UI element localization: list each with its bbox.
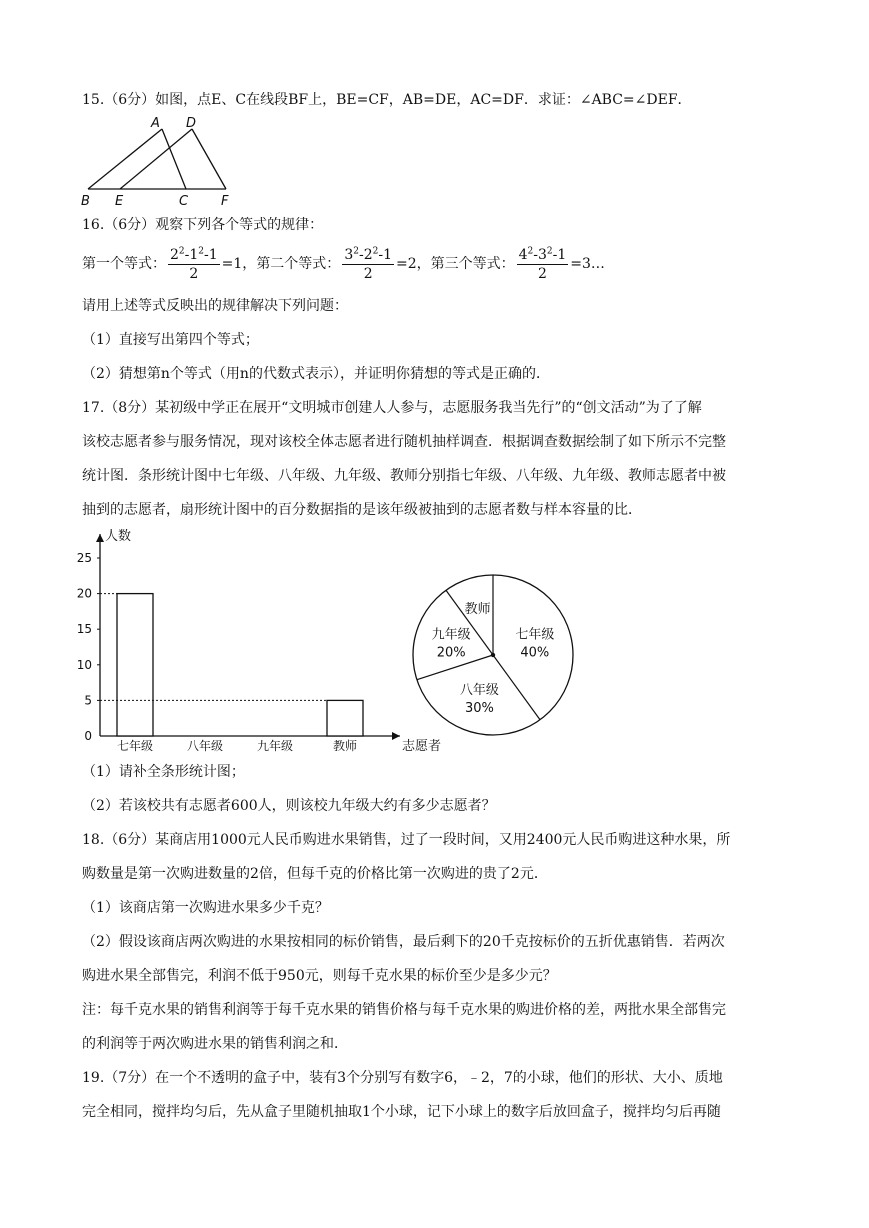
bar-chart [70, 522, 442, 754]
q17-line1: 17.（8分）某初级中学正在展开“文明城市创建人人参与，志愿服务我当先行”的“创文活动”为了了解 [82, 400, 702, 416]
eq2-result: =2， [395, 256, 431, 272]
q18-note1: 注：每千克水果的销售利润等于每千克水果的销售价格与每千克水果的购进价格的差，两批水果全部售完 [82, 1002, 726, 1018]
q18-part2a: （2）假设该商店两次购进的水果按相同的标价销售，最后剩下的20千克按标价的五折优惠销售．若两次 [82, 934, 725, 950]
label-e: E [115, 194, 124, 209]
y-tick-label: 0 [84, 729, 92, 743]
triangle-figure [80, 116, 280, 208]
q18-line2: 购数量是第一次购进数量的2倍，但每千克的价格比第一次购进的贵了2元． [82, 866, 548, 882]
eq3-fraction: $\frac{4^2-3^2-1}{2}$ [518, 245, 567, 282]
q16-text: 16.（6分）观察下列各个等式的规律： [82, 217, 324, 233]
q19-line2: 完全相同，搅拌均匀后，先从盒子里随机抽取1个小球，记下小球上的数字后放回盒子，搅拌均匀后再随 [82, 1104, 721, 1120]
y-axis-label: 人数 [105, 529, 132, 544]
q16-part1: （1）直接写出第四个等式； [82, 332, 259, 348]
q18-part2b: 购进水果全部售完，利润不低于950元，则每千克水果的标价至少是多少元？ [82, 968, 557, 984]
q16-line2: 请用上述等式反映出的规律解决下列问题： [82, 298, 348, 314]
pie-center [491, 653, 495, 657]
eq3-prefix: 第三个等式： [430, 256, 515, 272]
bar [117, 594, 153, 736]
x-axis-arrow [392, 732, 400, 740]
y-axis-arrow [96, 534, 104, 542]
q16-part2: （2）猜想第n个等式（用n的代数式表示），并证明你猜想的等式是正确的． [82, 366, 550, 382]
q18-note2: 的利润等于两次购进水果的销售利润之和． [82, 1036, 348, 1052]
y-tick-label: 10 [76, 657, 92, 672]
bar [327, 700, 363, 736]
pie-slice-value: 30% [464, 700, 494, 716]
y-tick-label: 15 [76, 622, 92, 637]
label-c: C [179, 194, 189, 209]
q16-equations [82, 244, 605, 284]
x-axis-label: 志愿者 [402, 739, 442, 754]
q17-line3: 统计图．条形统计图中七年级、八年级、九年级、教师分别指七年级、八年级、九年级、教师志愿者中被 [82, 468, 726, 484]
y-tick-label: 25 [76, 551, 92, 565]
pie-slice-value: 40% [520, 645, 550, 661]
q19-line1: 19.（7分）在一个不透明的盒子中，装有3个分别写有数字6，﹣2，7的小球，他们的形状、大小、质地 [82, 1070, 723, 1086]
q18-part1: （1）该商店第一次购进水果多少千克？ [82, 900, 329, 916]
q17-line2: 该校志愿者参与服务情况，现对该校全体志愿者进行随机抽样调查．根据调查数据绘制了如下所示不完整 [82, 434, 726, 450]
eq1-fraction: $\frac{2^2-1^2-1}{2}$ [170, 245, 218, 282]
pie-slice-label: 九年级 [431, 627, 471, 643]
pie-chart [408, 570, 578, 740]
pie-slice-value: 20% [436, 645, 466, 661]
label-f: F [221, 194, 229, 209]
eq1-result: =1， [221, 256, 257, 272]
x-tick-label: 八年级 [186, 739, 224, 753]
q17-part2: （2）若该校共有志愿者600人，则该校九年级大约有多少志愿者？ [82, 798, 496, 814]
x-tick-label: 教师 [332, 739, 358, 753]
q18-line1: 18.（6分）某商店用1000元人民币购进水果销售，过了一段时间，又用2400元人民币购进这种水果，所 [82, 832, 731, 848]
x-tick-label: 七年级 [116, 739, 154, 753]
q15-text: 15.（6分）如图，点E、C在线段BF上，BE=CF，AB=DE，AC=DF．求证：∠ABC=∠DEF． [82, 92, 692, 108]
eq2-fraction: $\frac{3^2-2^2-1}{2}$ [344, 245, 392, 282]
y-tick-label: 5 [84, 693, 92, 708]
label-d: D [186, 116, 197, 131]
x-tick-label: 九年级 [256, 739, 294, 753]
pie-slice-label: 教师 [464, 601, 491, 617]
q17-line4: 抽到的志愿者，扇形统计图中的百分数据指的是该年级被抽到的志愿者数与样本容量的比． [82, 502, 642, 518]
eq2-prefix: 第二个等式： [256, 256, 341, 272]
pie-slice-label: 七年级 [515, 627, 555, 643]
q17-part1: （1）请补全条形统计图； [82, 764, 245, 780]
label-b: B [81, 194, 90, 209]
pie-slice-label: 八年级 [459, 682, 499, 698]
eq3-result: =3… [570, 256, 605, 272]
eq1-prefix: 第一个等式： [82, 256, 166, 272]
label-a: A [151, 116, 160, 131]
y-tick-label: 20 [76, 586, 92, 601]
